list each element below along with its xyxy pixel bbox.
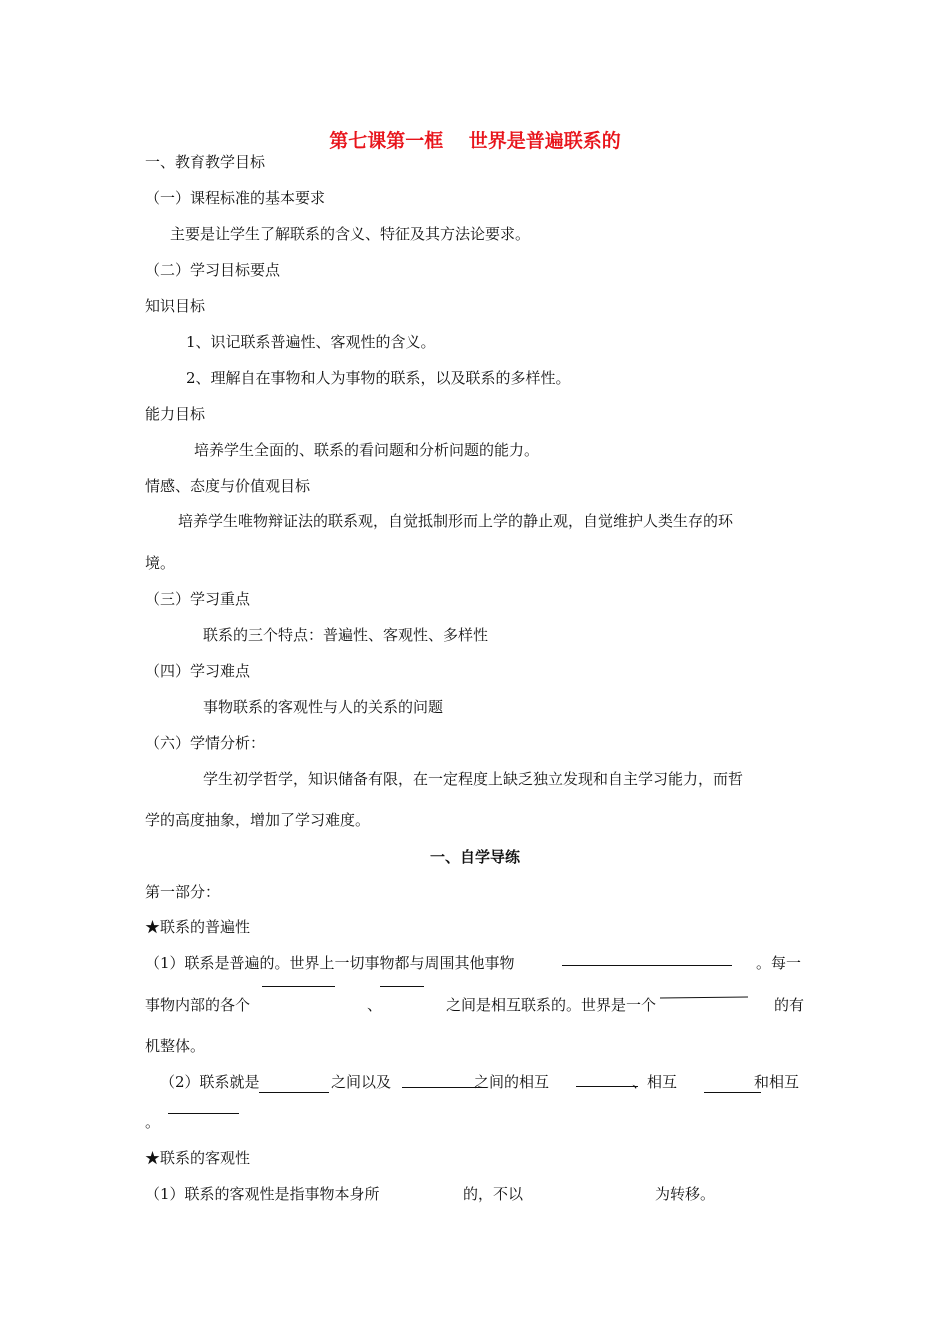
paragraph-key-points: 联系的三个特点：普遍性、客观性、多样性 [203,626,489,644]
paragraph-difficulties: 事物联系的客观性与人的关系的问题 [203,698,444,716]
paragraph-emotion-line-1: 培养学生唯物辩证法的联系观，自觉抵制形而上学的静止观，自觉维护人类生存的环 [178,512,734,530]
blank-line [562,965,732,966]
question-3-text-a: （1）联系的客观性是指事物本身所 [145,1185,380,1203]
blank-line [576,1086,638,1087]
question-1-text-e: 之间是相互联系的。世界是一个 [446,996,657,1014]
blank-line [380,986,424,987]
question-1-text-c: 事物内部的各个 [145,996,251,1014]
blank-line [704,1092,761,1093]
subheading-learner-analysis: （六）学情分析： [145,734,266,752]
blank-line [262,986,335,987]
label-knowledge-goals: 知识目标 [145,297,206,315]
subheading-key-points: （三）学习重点 [145,590,251,608]
question-2-text-d: 、相互 [632,1073,678,1091]
question-2-text-c: 之间的相互 [474,1073,550,1091]
question-1-text-g: 机整体。 [145,1037,206,1055]
topic-universality: ★联系的普遍性 [145,918,251,936]
section-heading-self-study: 一、自学导练 [429,848,520,866]
blank-line [259,1092,329,1093]
paragraph-emotion-line-2: 境。 [145,554,176,572]
label-part-one: 第一部分： [145,883,221,901]
question-1-text-a: （1）联系是普遍的。世界上一切事物都与周围其他事物 [145,954,515,972]
question-2-text-b: 之间以及 [331,1073,392,1091]
question-1-text-b: 。每一 [756,954,802,972]
topic-objectivity: ★联系的客观性 [145,1149,251,1167]
knowledge-item-1: 1、识记联系普遍性、客观性的含义。 [186,333,436,351]
question-3-text-b: 的，不以 [463,1185,524,1203]
question-3-text-c: 为转移。 [655,1185,716,1203]
paragraph-learner-line-1: 学生初学哲学，知识储备有限，在一定程度上缺乏独立发现和自主学习能力，而哲 [203,770,744,788]
subheading-objectives: （二）学习目标要点 [145,261,281,279]
paragraph-curriculum: 主要是让学生了解联系的含义、特征及其方法论要求。 [170,225,531,243]
question-2-text-e: 和相互 [754,1073,800,1091]
label-emotion-goals: 情感、态度与价值观目标 [145,477,311,495]
knowledge-item-2: 2、理解自在事物和人为事物的联系，以及联系的多样性。 [186,369,571,387]
question-2-text-a: （2）联系就是 [160,1073,260,1091]
document-title: 第七课第一框 世界是普遍联系的 [329,130,621,152]
subheading-difficulties: （四）学习难点 [145,662,251,680]
blank-line [660,997,748,999]
subheading-curriculum: （一）课程标准的基本要求 [145,189,326,207]
paragraph-ability: 培养学生全面的、联系的看问题和分析问题的能力。 [194,441,540,459]
section-heading-goals: 一、教育教学目标 [145,153,266,171]
blank-line [168,1113,239,1114]
question-2-text-f: 。 [145,1113,161,1131]
question-1-text-f: 的有 [774,996,805,1014]
question-1-text-d: 、 [367,996,383,1014]
paragraph-learner-line-2: 学的高度抽象，增加了学习难度。 [145,811,371,829]
label-ability-goals: 能力目标 [145,405,206,423]
